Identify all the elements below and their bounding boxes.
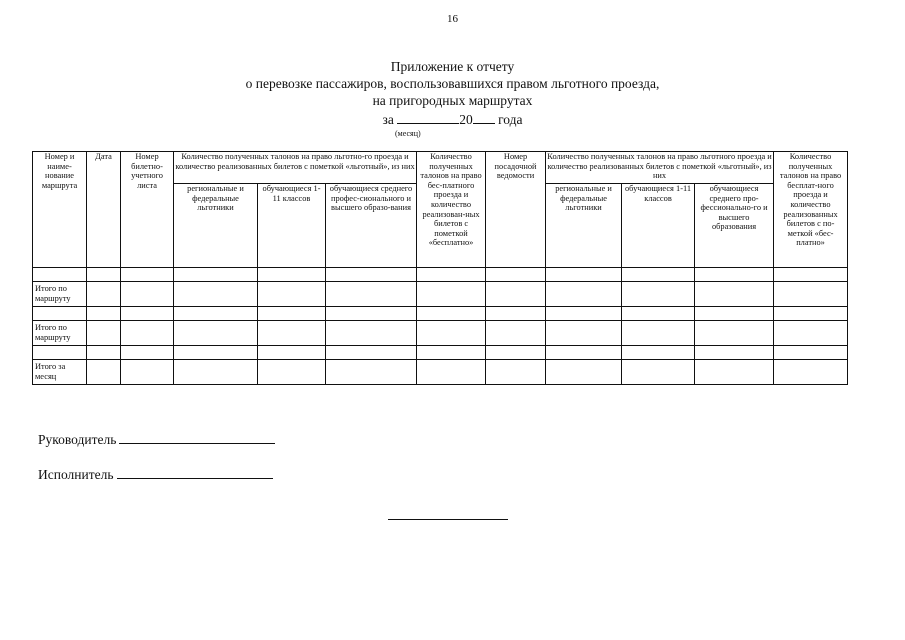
- title-line-2: о перевозке пассажиров, воспользовавшихся правом льготного проезда,: [245, 76, 660, 91]
- total-route-label: Итого по маршруту: [33, 282, 87, 307]
- header-route: Номер и наиме-нование маршрута: [33, 152, 87, 268]
- year-blank: [473, 110, 495, 124]
- table-row: [33, 282, 848, 307]
- page-number: 16: [447, 13, 458, 25]
- header-free-passes-2: Количество полученных талонов на право бесплат-ного проезда и количество реализованных билетов с по-меткой «бес-платно»: [774, 152, 848, 268]
- header-g2-students: обучающиеся среднего про-фессионально-го и высшего образования: [695, 184, 774, 268]
- header-g1-students: обучающиеся среднего профес-сионального и высшего образо-вания: [326, 184, 417, 268]
- header-date: Дата: [87, 152, 121, 268]
- period-suffix: года: [498, 112, 523, 127]
- head-signature-line: [119, 431, 275, 444]
- header-boarding-sheet: Номер посадочной ведомости: [486, 152, 546, 268]
- total-month-label: Итого за месяц: [33, 360, 87, 385]
- table-row: [33, 360, 848, 385]
- table-row: [33, 307, 848, 321]
- header-g1-pupils: обучающиеся 1-11 классов: [258, 184, 326, 268]
- head-signature: [38, 431, 275, 448]
- header-g1-regional: региональные и федеральные льготники: [174, 184, 258, 268]
- head-label: Руководитель: [38, 432, 117, 447]
- year-prefix: 20: [459, 112, 473, 127]
- total-route-label: Итого по маршруту: [33, 321, 87, 346]
- month-caption: (месяц): [395, 129, 421, 138]
- header-free-passes: Количество полученных талонов на право бес-платного проезда и количество реализован-ных билетов с пометкой «бесплатно»: [417, 152, 486, 268]
- title-period-line: [0, 110, 905, 128]
- header-g2-pupils: обучающиеся 1-11 классов: [622, 184, 695, 268]
- title-line-3: на пригородных маршрутах: [372, 93, 533, 108]
- title-line-1: Приложение к отчету: [390, 59, 515, 74]
- table-row: [33, 346, 848, 360]
- end-divider: [388, 519, 508, 520]
- header-row-1: [33, 152, 848, 184]
- period-prefix: за: [382, 112, 394, 127]
- executor-signature: [38, 466, 273, 483]
- table-row: [33, 321, 848, 346]
- header-group1: Количество полученных талонов на право льготно-го проезда и количество реализованных билетов с пометкой «льготный», из них: [174, 152, 417, 184]
- executor-label: Исполнитель: [38, 467, 114, 482]
- month-blank: [397, 110, 459, 124]
- report-table: [32, 151, 848, 385]
- header-group2: Количество полученных талонов на право льготного проезда и количество реализованных билетов с пометкой «льготный», из них: [546, 152, 774, 184]
- executor-signature-line: [117, 466, 273, 479]
- header-ticket-sheet: Номер билетно-учетного листа: [121, 152, 174, 268]
- header-g2-regional: региональные и федеральные льготники: [546, 184, 622, 268]
- table-row: [33, 268, 848, 282]
